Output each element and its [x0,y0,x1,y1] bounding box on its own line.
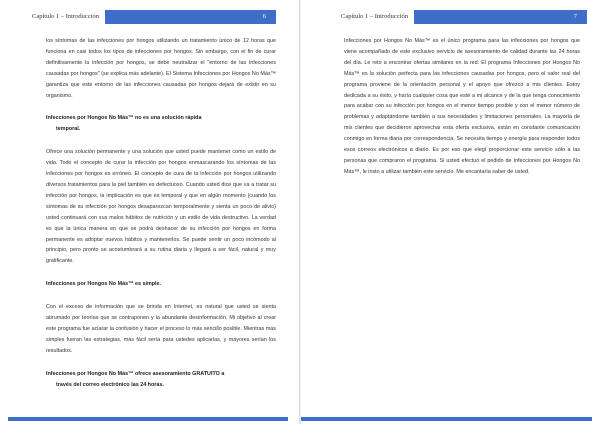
section-heading: Infecciones por Hongos No Más™ ofrece asesoramiento GRATUITO a [46,370,225,377]
page-footer-bar [301,417,592,421]
paragraph: Ofrece una solución permanente y una solución que usted puede mantener como un estilo de vida. Todo el concepto de curar la infección por hongos enmascarando los síntomas de las infecciones por hongos es erróneo. El concepto de cura de la infección por hongos utilizando diversos tratamientos para la piel también es defectuoso. Cuando usted dice que va a tratar su infección por hongos, la implicación es que es temporal y que en algún momento (cuando los síntomas de su infección por hongos desaparezcan temporalmente y sienta un poco de alivio) usted continuará con sus malos hábitos de nutrición y un estilo de vida destructivo. La verdad es que la única manera en que se podrá deshacer de su infección por hongos en forma permanente es adoptar nuevos hábitos y mantenerlos. Se puede sentir un poco incómodo al principio, pero pronto se acostumbrará a su rutina diaria y llegará a ser fácil, natural y muy gratificante. [46,149,276,265]
section-heading-continuation: través del correo electrónico las 24 horas. [56,381,164,388]
chapter-title: Capítulo 1 – Introducción [327,10,414,24]
section-heading-continuation: temporal. [56,126,81,133]
section-heading: Infecciones por Hongos No Más™ es simple. [46,281,162,288]
page-header-bar [327,10,587,24]
page-header-bar [18,10,276,24]
page-body [344,36,580,190]
paragraph: Con el exceso de información que se brinda en Internet, es natural que usted se sienta abrumado por teorías que se contraponen y la abundante desinformación. Mi objetivo al crear este programa fue aclarar la confusión y hacer el proceso lo más sencillo posible. Mientras más simples fueran las estrategias, más fácil sería para ustedes aplicarlas, y mayores serían los resultados. [46,304,276,354]
chapter-title: Capítulo 1 – Introducción [18,10,105,24]
page-number: 7 [573,13,577,20]
right-page [301,0,600,424]
paragraph: Infecciones por Hongos No Más™ es el único programa para las infecciones por hongos que viene acompañado de este exclusivo servicio de asesoramiento de calidad durante las 24 horas del día. Le reto a encontrar ofertas similares en la red. El programa Infecciones por Hongos No Más™ es la solución perfecta para las infecciones causadas por hongos, pero el valor real del programa proviene de la orientación personal y el apoyo que ofrezco a mis clientes. Estoy dedicada a su éxito, y haría cualquier cosa que esté a mi alcance y de la que tenga conocimiento para acabar con su infección por hongos en el menor tiempo posible y con el menor número de problemas y adaptándome también a sus necesidades y limitaciones personales. La mayoría de mis clientes que decidieron aprovechar esta oferta exclusiva, están en constante comunicación conmigo en forma diaria por correspondencia. Se necesita tiempo y energía para responder todos esos correos electrónicos a diario. Es por eso que elegí proporcionar este servicio sólo a las personas que compraron el programa. Si usted efectuó el pedido de Infecciones por Hongos No Más™, le insto a utilizar también este servicio. Me encantaría saber de usted. [344,38,580,175]
paragraph: los síntomas de las infecciones por hongos utilizando un tratamiento único de 12 horas que funciona en casi todos los tipos de infecciones por hongos. Sin embargo, con el fin de curar definitivamente la infección por hongos, se debe neutralizar el "entorno de las infecciones causadas por hongos" (se explica más adelante). El Sistema Infecciones por Hongos No Más™ garantiza que este entorno de las infecciones causadas por hongos dejará de existir en su organismo. [46,38,276,99]
page-footer-bar [8,417,288,421]
page-number: 6 [262,13,266,20]
section-heading: Infecciones por Hongos No Más™ no es una solución rápida [46,115,202,122]
page-body [46,36,276,402]
